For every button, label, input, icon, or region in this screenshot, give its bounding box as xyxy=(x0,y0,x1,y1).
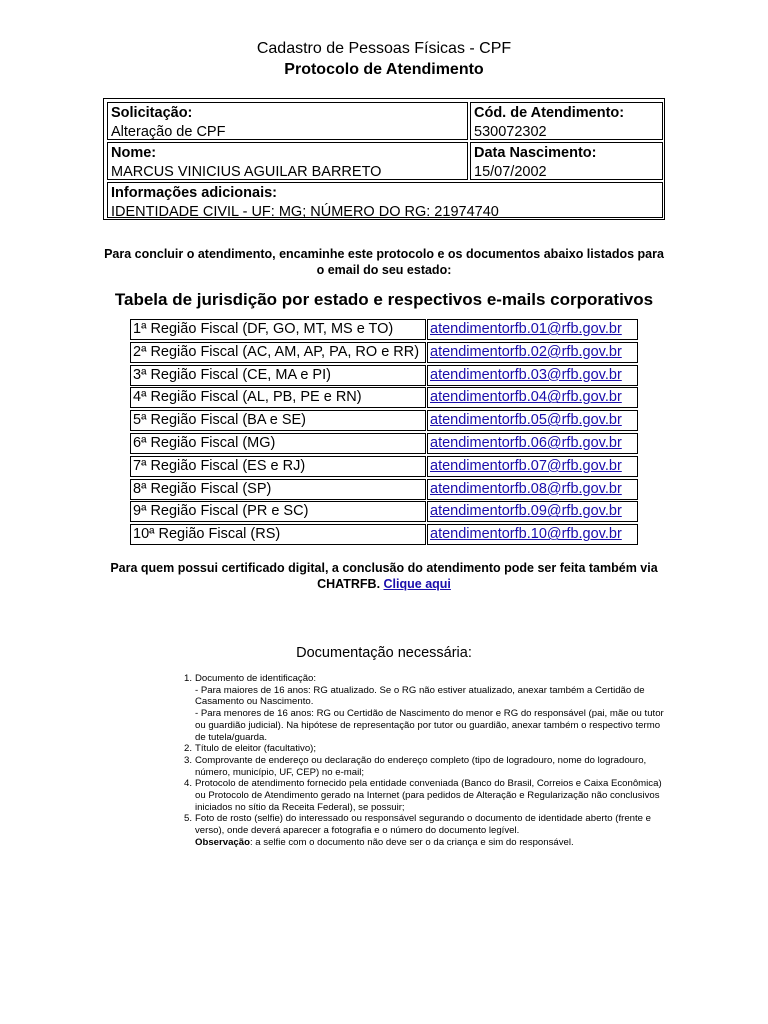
instructions-text: Para concluir o atendimento, encaminhe este protocolo e os documentos abaixo listados para o email do seu estado: xyxy=(104,247,664,277)
additional-info-label: Informações adicionais: xyxy=(111,185,277,201)
region-email-cell xyxy=(427,479,638,500)
region-email-cell xyxy=(427,456,638,477)
region-email-cell xyxy=(427,433,638,454)
service-code-label: Cód. de Atendimento: xyxy=(474,105,625,121)
request-type-label: Solicitação: xyxy=(111,105,193,121)
region-email-link[interactable]: atendimentorfb.09@rfb.gov.br xyxy=(430,503,622,520)
item-line: - Para menores de 16 anos: RG ou Certidão de Nascimento do menor e RG do responsável (pai, mãe ou tutor ou guardião judicial). Na hipótese de representação por tutor ou guardião, anexar também o respectivo termo de tutela/guarda. xyxy=(195,708,664,743)
item-line: Documento de identificação: xyxy=(195,673,317,684)
name-cell xyxy=(107,142,468,180)
certificate-note xyxy=(90,560,678,592)
item-line: Título de eleitor (facultativo); xyxy=(195,743,317,755)
item-number: 3. xyxy=(184,754,193,766)
item-line: Comprovante de endereço ou declaração do endereço completo (tipo de logradouro, nome do logradouro, número, município, UF, CEP) no e-mail; xyxy=(195,754,647,778)
documentation-item xyxy=(184,743,670,755)
additional-info-cell xyxy=(107,182,663,218)
region-name: 9ª Região Fiscal (PR e SC) xyxy=(130,501,426,522)
item-line: - Para maiores de 16 anos: RG atualizado. Se o RG não estiver atualizado, anexar também a Certidão de Casamento ou Nascimento. xyxy=(195,684,645,708)
item-number: 1. xyxy=(184,673,193,684)
region-name: 6ª Região Fiscal (MG) xyxy=(130,433,426,454)
observation-note xyxy=(195,837,670,849)
region-name: 1ª Região Fiscal (DF, GO, MT, MS e TO) xyxy=(130,319,426,340)
request-info-table xyxy=(103,98,665,220)
region-name: 8ª Região Fiscal (SP) xyxy=(130,479,426,500)
region-email-cell xyxy=(427,365,638,386)
service-code-cell xyxy=(470,102,663,140)
documentation-list xyxy=(184,673,670,849)
region-email-cell xyxy=(427,319,638,340)
region-email-cell xyxy=(427,524,638,545)
region-name: 3ª Região Fiscal (CE, MA e PI) xyxy=(130,365,426,386)
name-value: MARCUS VINICIUS AGUILAR BARRETO xyxy=(111,164,382,180)
item-number: 5. xyxy=(184,813,193,825)
item-number: 4. xyxy=(184,778,193,790)
region-name: 2ª Região Fiscal (AC, AM, AP, PA, RO e RR) xyxy=(130,342,426,363)
documentation-item xyxy=(184,778,670,813)
item-line: Protocolo de atendimento fornecido pela entidade conveniada (Banco do Brasil, Correios e Caixa Econômica) ou Protocolo de Atendimento gerado na Internet (para pedidos de Alteração e Regularização não conclusivos iniciados no sítio da Receita Federal), se possuir; xyxy=(195,778,662,813)
request-type-cell xyxy=(107,102,468,140)
birth-date-cell xyxy=(470,142,663,180)
documentation-item xyxy=(184,813,670,848)
region-name: 10ª Região Fiscal (RS) xyxy=(130,524,426,545)
region-email-link[interactable]: atendimentorfb.02@rfb.gov.br xyxy=(430,343,622,360)
region-email-link[interactable]: atendimentorfb.04@rfb.gov.br xyxy=(430,389,622,406)
region-email-link[interactable]: atendimentorfb.06@rfb.gov.br xyxy=(430,434,622,451)
request-type-value: Alteração de CPF xyxy=(111,124,226,140)
region-name: 7ª Região Fiscal (ES e RJ) xyxy=(130,456,426,477)
observation-label: Observação xyxy=(195,836,250,848)
page-subtitle: Protocolo de Atendimento xyxy=(284,61,484,78)
documentation-item xyxy=(184,673,670,743)
page-title: Cadastro de Pessoas Físicas - CPF xyxy=(256,40,512,57)
click-here-link[interactable]: Clique aqui xyxy=(383,577,451,591)
documentation-item xyxy=(184,754,670,778)
region-email-cell xyxy=(427,342,638,363)
region-email-cell xyxy=(427,410,638,431)
region-email-cell xyxy=(427,387,638,408)
region-email-link[interactable]: atendimentorfb.10@rfb.gov.br xyxy=(430,526,622,543)
region-name: 5ª Região Fiscal (BA e SE) xyxy=(130,410,426,431)
birth-date-label: Data Nascimento: xyxy=(474,145,597,161)
region-email-link[interactable]: atendimentorfb.01@rfb.gov.br xyxy=(430,321,622,337)
region-email-cell xyxy=(427,501,638,522)
region-name: 4ª Região Fiscal (AL, PB, PE e RN) xyxy=(130,387,426,408)
item-number: 2. xyxy=(184,743,193,755)
additional-info-value: IDENTIDADE CIVIL - UF: MG; NÚMERO DO RG: 21974740 xyxy=(111,204,499,218)
jurisdiction-title: Tabela de jurisdição por estado e respectivos e-mails corporativos xyxy=(114,290,654,309)
region-email-link[interactable]: atendimentorfb.08@rfb.gov.br xyxy=(430,480,622,497)
observation-text: : a selfie com o documento não deve ser o da criança e sim do responsável. xyxy=(249,836,574,848)
service-code-value: 530072302 xyxy=(474,124,547,140)
documentation-title: Documentação necessária: xyxy=(296,645,472,661)
region-email-link[interactable]: atendimentorfb.07@rfb.gov.br xyxy=(430,457,622,474)
name-label: Nome: xyxy=(111,145,157,161)
region-email-link[interactable]: atendimentorfb.05@rfb.gov.br xyxy=(430,412,622,429)
certificate-text: Para quem possui certificado digital, a conclusão do atendimento pode ser feita também via CHATRFB. xyxy=(110,561,658,591)
item-line: Foto de rosto (selfie) do interessado ou responsável segurando o documento de identidade aberto (frente e verso), onde deverá aparecer a fotografia e o número do documento legível. xyxy=(195,813,651,837)
birth-date-value: 15/07/2002 xyxy=(474,164,547,180)
region-email-link[interactable]: atendimentorfb.03@rfb.gov.br xyxy=(430,366,622,383)
